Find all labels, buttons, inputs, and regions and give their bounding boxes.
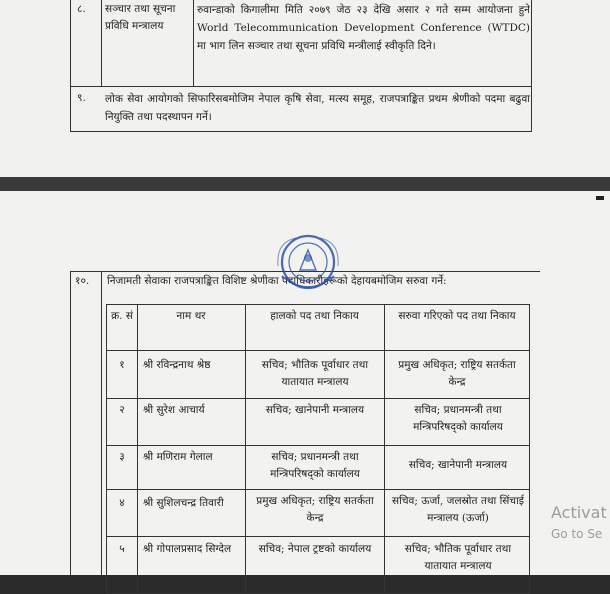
row-divider <box>107 398 529 399</box>
row-3-serial: ३ <box>119 451 125 463</box>
row-4-current: प्रमुख अधिकृत; राष्ट्रिय सतर्कता केन्द्र <box>256 495 374 524</box>
row-2-current: सचिव; खानेपानी मन्त्रालय <box>265 404 365 416</box>
row-divider <box>107 350 529 351</box>
row-5-serial: ५ <box>119 543 125 555</box>
row-divider <box>107 445 529 446</box>
row-3-name: श्री मणिराम गेलाल <box>143 451 213 463</box>
column-divider <box>101 0 102 86</box>
activation-watermark-title: Activat <box>551 503 607 522</box>
row-2-name: श्री सुरेश आचार्य <box>143 404 205 416</box>
row-10-text: निजामती सेवाका राजपत्राङ्कित विशिष्ट श्रेणीका पदाधिकारीहरूको देहायबमोजिम सरुवा गर्ने: <box>107 275 447 287</box>
official-seal-stamp <box>272 232 344 304</box>
row-1-current: सचिव; भौतिक पूर्वाधार तथा यातायात मन्त्रालय <box>261 359 369 388</box>
row-divider <box>107 489 529 490</box>
transfer-table <box>106 304 530 594</box>
column-divider <box>384 305 385 593</box>
activation-watermark-subtitle: Go to Se <box>551 527 603 541</box>
row-5-name: श्री गोपालप्रसाद सिग्देल <box>143 543 232 555</box>
row-5-current: सचिव; नेपाल ट्रष्टको कार्यालय <box>258 543 372 555</box>
header-name: नाम थर <box>176 310 206 322</box>
row-1-transfer: प्रमुख अधिकृत; राष्ट्रिय सतर्कता केन्द्र <box>398 359 516 388</box>
row-8-number: ८. <box>77 3 86 15</box>
row-divider <box>107 536 529 537</box>
row-3-transfer: सचिव; खानेपानी मन्त्रालय <box>408 459 508 471</box>
row-3-current: सचिव; प्रधानमन्त्री तथा मन्त्रिपरिषद्को कार्यालय <box>270 451 360 480</box>
scan-corner-mark <box>596 196 604 200</box>
row-divider <box>71 86 531 87</box>
row-8-decision: रुवान्डाको किगालीमा मिति २०७९ जेठ २३ देखि असार २ गते सम्म आयोजना हुने World Telecommunication Development Conference (WTDC) मा भाग लिन सञ्चार तथा सूचना प्रविधि मन्त्रीलाई स्वीकृति दिने। <box>197 4 530 52</box>
row-4-transfer: सचिव; ऊर्जा, जलस्रोत तथा सिंचाई मन्त्रालय (ऊर्जा) <box>392 495 524 524</box>
row-1-serial: १ <box>119 359 125 371</box>
header-current-post: हालको पद तथा निकाय <box>270 310 359 322</box>
row-9-decision: लोक सेवा आयोगको सिफारिसबमोजिम नेपाल कृषि सेवा, मत्स्य समूह, राजपत्राङ्कित प्रथम श्रेणीको पदमा बढुवा नियुक्ति तथा पदस्थापन गर्ने। <box>105 93 530 123</box>
decision-table-top <box>70 0 532 132</box>
column-divider <box>101 272 102 575</box>
row-10-number: १०. <box>75 275 90 287</box>
header-serial: क्र. सं <box>111 310 133 322</box>
column-divider <box>193 0 194 86</box>
row-2-serial: २ <box>119 404 125 416</box>
row-2-transfer: सचिव; प्रधानमन्त्री तथा मन्त्रिपरिषद्को कार्यालय <box>413 404 503 433</box>
row-9-number: ९. <box>77 92 86 104</box>
column-divider <box>137 305 138 593</box>
page-separator <box>0 177 610 191</box>
row-4-name: श्री सुशिलचन्द्र तिवारी <box>143 497 224 509</box>
header-transferred-post: सरुवा गरिएको पद तथा निकाय <box>398 310 516 322</box>
row-1-name: श्री रविन्द्रनाथ श्रेष्ठ <box>143 359 211 371</box>
row-4-serial: ४ <box>119 497 125 509</box>
document-page-top <box>0 0 610 177</box>
row-5-transfer: सचिव; भौतिक पूर्वाधार तथा यातायात मन्त्रालय <box>404 543 512 572</box>
row-8-ministry: सञ्चार तथा सूचना प्रविधि मन्त्रालय <box>105 3 176 32</box>
